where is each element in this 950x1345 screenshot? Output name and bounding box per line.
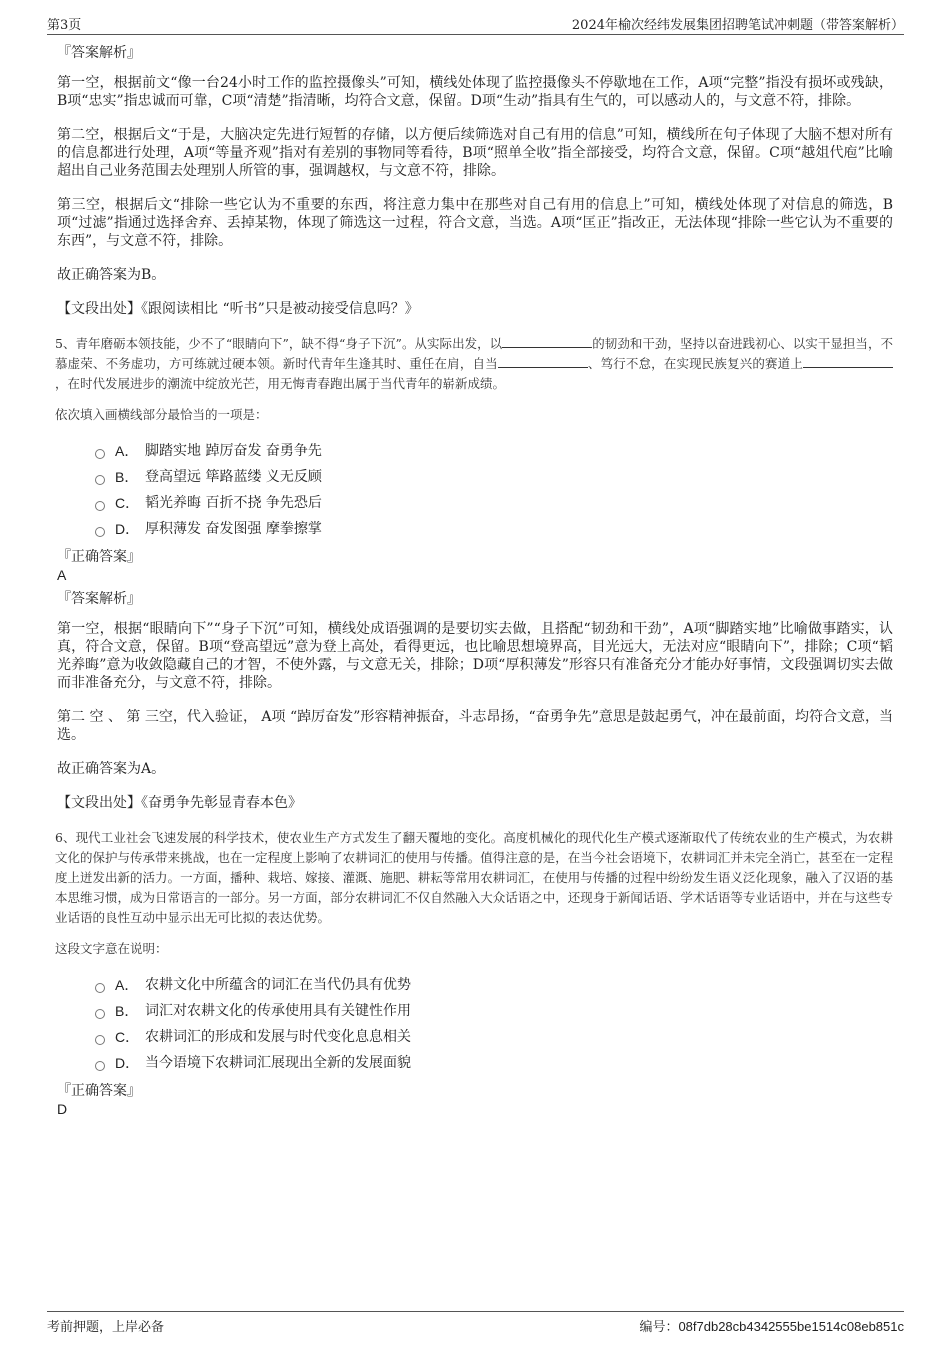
q4-source: 【文段出处】《跟阅读相比 “听书”只是被动接受信息吗？》	[57, 301, 419, 317]
q5-stem-part-b: 的韧劲和干劲，坚持以奋进践初心、以实干显担当，不慕虚荣、不务虚功，方可练就过硬本领。新时代青年生逢其时、重任在肩，自当	[55, 336, 893, 371]
q4-analysis-label: 『答案解析』	[57, 45, 141, 61]
q5-instruction: 依次填入画横线部分最恰当的一项是：	[55, 407, 268, 422]
q5-stem	[55, 334, 893, 394]
page-content	[57, 44, 893, 1124]
q6-stem: 6、现代工业社会飞速发展的科学技术，使农业生产方式发生了翻天覆地的变化。高度机械化的现代化生产模式逐渐取代了传统农业的生产模式，为农耕文化的保护与传承带来挑战，也在一定程度上影响了农耕词汇的使用与传播。值得注意的是，在当今社会语境下，农耕词汇并未完全消亡，甚至在一定程度上迸发出新的活力。一方面，播种、栽培、嫁接、灌溉、施肥、耕耘等常用农耕词汇，在使用与传播的过程中纷纷发生语义泛化现象，融入了汉语的基本思维习惯，成为日常语言的一部分。另一方面，部分农耕词汇不仅自然融入大众话语之中，还现身于新闻话语、学术话语等专业话语中，并在与这些专业话语的良性互动中显示出无可比拟的表达优势。	[55, 830, 893, 925]
q5-option-b[interactable]	[95, 464, 893, 490]
q6-instruction: 这段文字意在说明：	[55, 941, 168, 956]
option-text: 脚踏实地 踔厉奋发 奋勇争先	[145, 443, 322, 459]
option-text: 厚积薄发 奋发图强 摩拳擦掌	[145, 521, 322, 537]
radio-icon[interactable]	[95, 501, 105, 511]
option-letter: D．	[115, 521, 140, 537]
q5-stem-part-c: 、笃行不怠，在实现民族复兴的赛道上	[587, 356, 803, 371]
q5-option-a[interactable]	[95, 438, 893, 464]
radio-icon[interactable]	[95, 983, 105, 993]
option-text: 登高望远 筚路蓝缕 义无反顾	[145, 469, 322, 485]
page-footer	[47, 1311, 904, 1334]
q6-option-b[interactable]	[95, 998, 893, 1024]
q5-answer: A	[57, 567, 67, 583]
radio-icon[interactable]	[95, 449, 105, 459]
document-title: 2024年榆次经纬发展集团招聘笔试冲刺题（带答案解析）	[571, 18, 904, 33]
q5-option-d[interactable]	[95, 516, 893, 542]
q5-stem-part-a: 5、青年磨砺本领技能，少不了“眼睛向下”，缺不得“身子下沉”。从实际出发，以	[55, 336, 503, 351]
option-letter: A．	[115, 977, 139, 993]
q5-analysis-p1: 第一空，根据“眼睛向下”“身子下沉”可知，横线处成语强调的是要切实去做，且搭配“韧劲和干劲”，A项“脚踏实地”比喻做事踏实，认真，符合文意，保留。B项“登高望远”意为登上高处，看得更远，也比喻思想境界高，目光远大，无法对应“眼睛向下”，排除；C项“韬光养晦”意为收敛隐藏自己的才智，不使外露，与文意无关，排除；D项“厚积薄发”形容只有准备充分才能办好事情，文段强调切实去做而非准备充分，与文意不符，排除。	[57, 621, 893, 691]
q5-analysis-label: 『答案解析』	[57, 591, 141, 607]
q5-blank-2	[498, 355, 588, 368]
radio-icon[interactable]	[95, 1035, 105, 1045]
option-letter: A．	[115, 443, 139, 459]
q6-answer: D	[57, 1101, 68, 1117]
page-number: 第3页	[47, 18, 82, 33]
option-text: 农耕文化中所蕴含的词汇在当代仍具有优势	[145, 977, 411, 993]
q6-options	[95, 972, 893, 1076]
option-letter: D．	[115, 1055, 140, 1071]
radio-icon[interactable]	[95, 1061, 105, 1071]
footer-slogan: 考前押题，上岸必备	[47, 1320, 165, 1335]
option-text: 当今语境下农耕词汇展现出全新的发展面貌	[145, 1055, 411, 1071]
option-text: 农耕词汇的形成和发展与时代变化息息相关	[145, 1029, 411, 1045]
q5-option-c[interactable]	[95, 490, 893, 516]
option-letter: C．	[115, 1029, 140, 1045]
q5-blank-1	[502, 335, 592, 348]
radio-icon[interactable]	[95, 527, 105, 537]
q6-option-a[interactable]	[95, 972, 893, 998]
q5-answer-label: 『正确答案』	[57, 549, 141, 565]
q4-conclusion: 故正确答案为B。	[57, 267, 166, 283]
q5-source: 【文段出处】《奋勇争先彰显青春本色》	[57, 795, 302, 811]
page-header	[47, 12, 904, 35]
q6-answer-label: 『正确答案』	[57, 1083, 141, 1099]
q4-analysis-p1: 第一空，根据前文“像一台24小时工作的监控摄像头”可知，横线处体现了监控摄像头不停歇地在工作，A项“完整”指没有损坏或残缺，B项“忠实”指忠诚而可靠，C项“清楚”指清晰，均符合文意，保留。D项“生动”指具有生气的，可以感动人的，与文意不符，排除。	[57, 75, 893, 109]
q6-option-c[interactable]	[95, 1024, 893, 1050]
q5-options	[95, 438, 893, 542]
option-text: 韬光养晦 百折不挠 争先恐后	[145, 495, 322, 511]
q5-analysis-p2: 第二 空 、 第 三空，代入验证， A项 “踔厉奋发”形容精神振奋，斗志昂扬，“奋勇争先”意思是鼓起勇气，冲在最前面，均符合文意，当选。	[57, 709, 893, 743]
q5-stem-part-d: ，在时代发展进步的潮流中绽放光芒，用无悔青春跑出属于当代青年的崭新成绩。	[55, 376, 506, 391]
q4-analysis-p2: 第二空，根据后文“于是，大脑决定先进行短暂的存储，以方便后续筛选对自己有用的信息”可知，横线所在句子体现了大脑不想对所有的信息都进行处理，A项“等量齐观”指对有差别的事物同等看待，B项“照单全收”指全部接受，均符合文意，保留。C项“越俎代庖”比喻超出自己业务范围去处理别人所管的事，强调越权，与文意不符，排除。	[57, 127, 893, 179]
option-letter: C．	[115, 495, 140, 511]
radio-icon[interactable]	[95, 475, 105, 485]
q6-option-d[interactable]	[95, 1050, 893, 1076]
option-letter: B．	[115, 1003, 139, 1019]
option-text: 词汇对农耕文化的传承使用具有关键性作用	[145, 1003, 411, 1019]
radio-icon[interactable]	[95, 1009, 105, 1019]
document-id: 编号：08f7db28cb4342555be1514c08eb851c	[639, 1319, 904, 1334]
option-letter: B．	[115, 469, 139, 485]
q5-blank-3	[803, 355, 893, 368]
q5-conclusion: 故正确答案为A。	[57, 761, 166, 777]
q4-analysis-p3: 第三空，根据后文“排除一些它认为不重要的东西，将注意力集中在那些对自己有用的信息上”可知，横线处体现了对信息的筛选，B项“过滤”指通过选择舍弃、丢掉某物，体现了筛选这一过程，符合文意，当选。A项“匡正”指改正，无法体现“排除一些它认为不重要的东西”，与文意不符，排除。	[57, 197, 893, 249]
